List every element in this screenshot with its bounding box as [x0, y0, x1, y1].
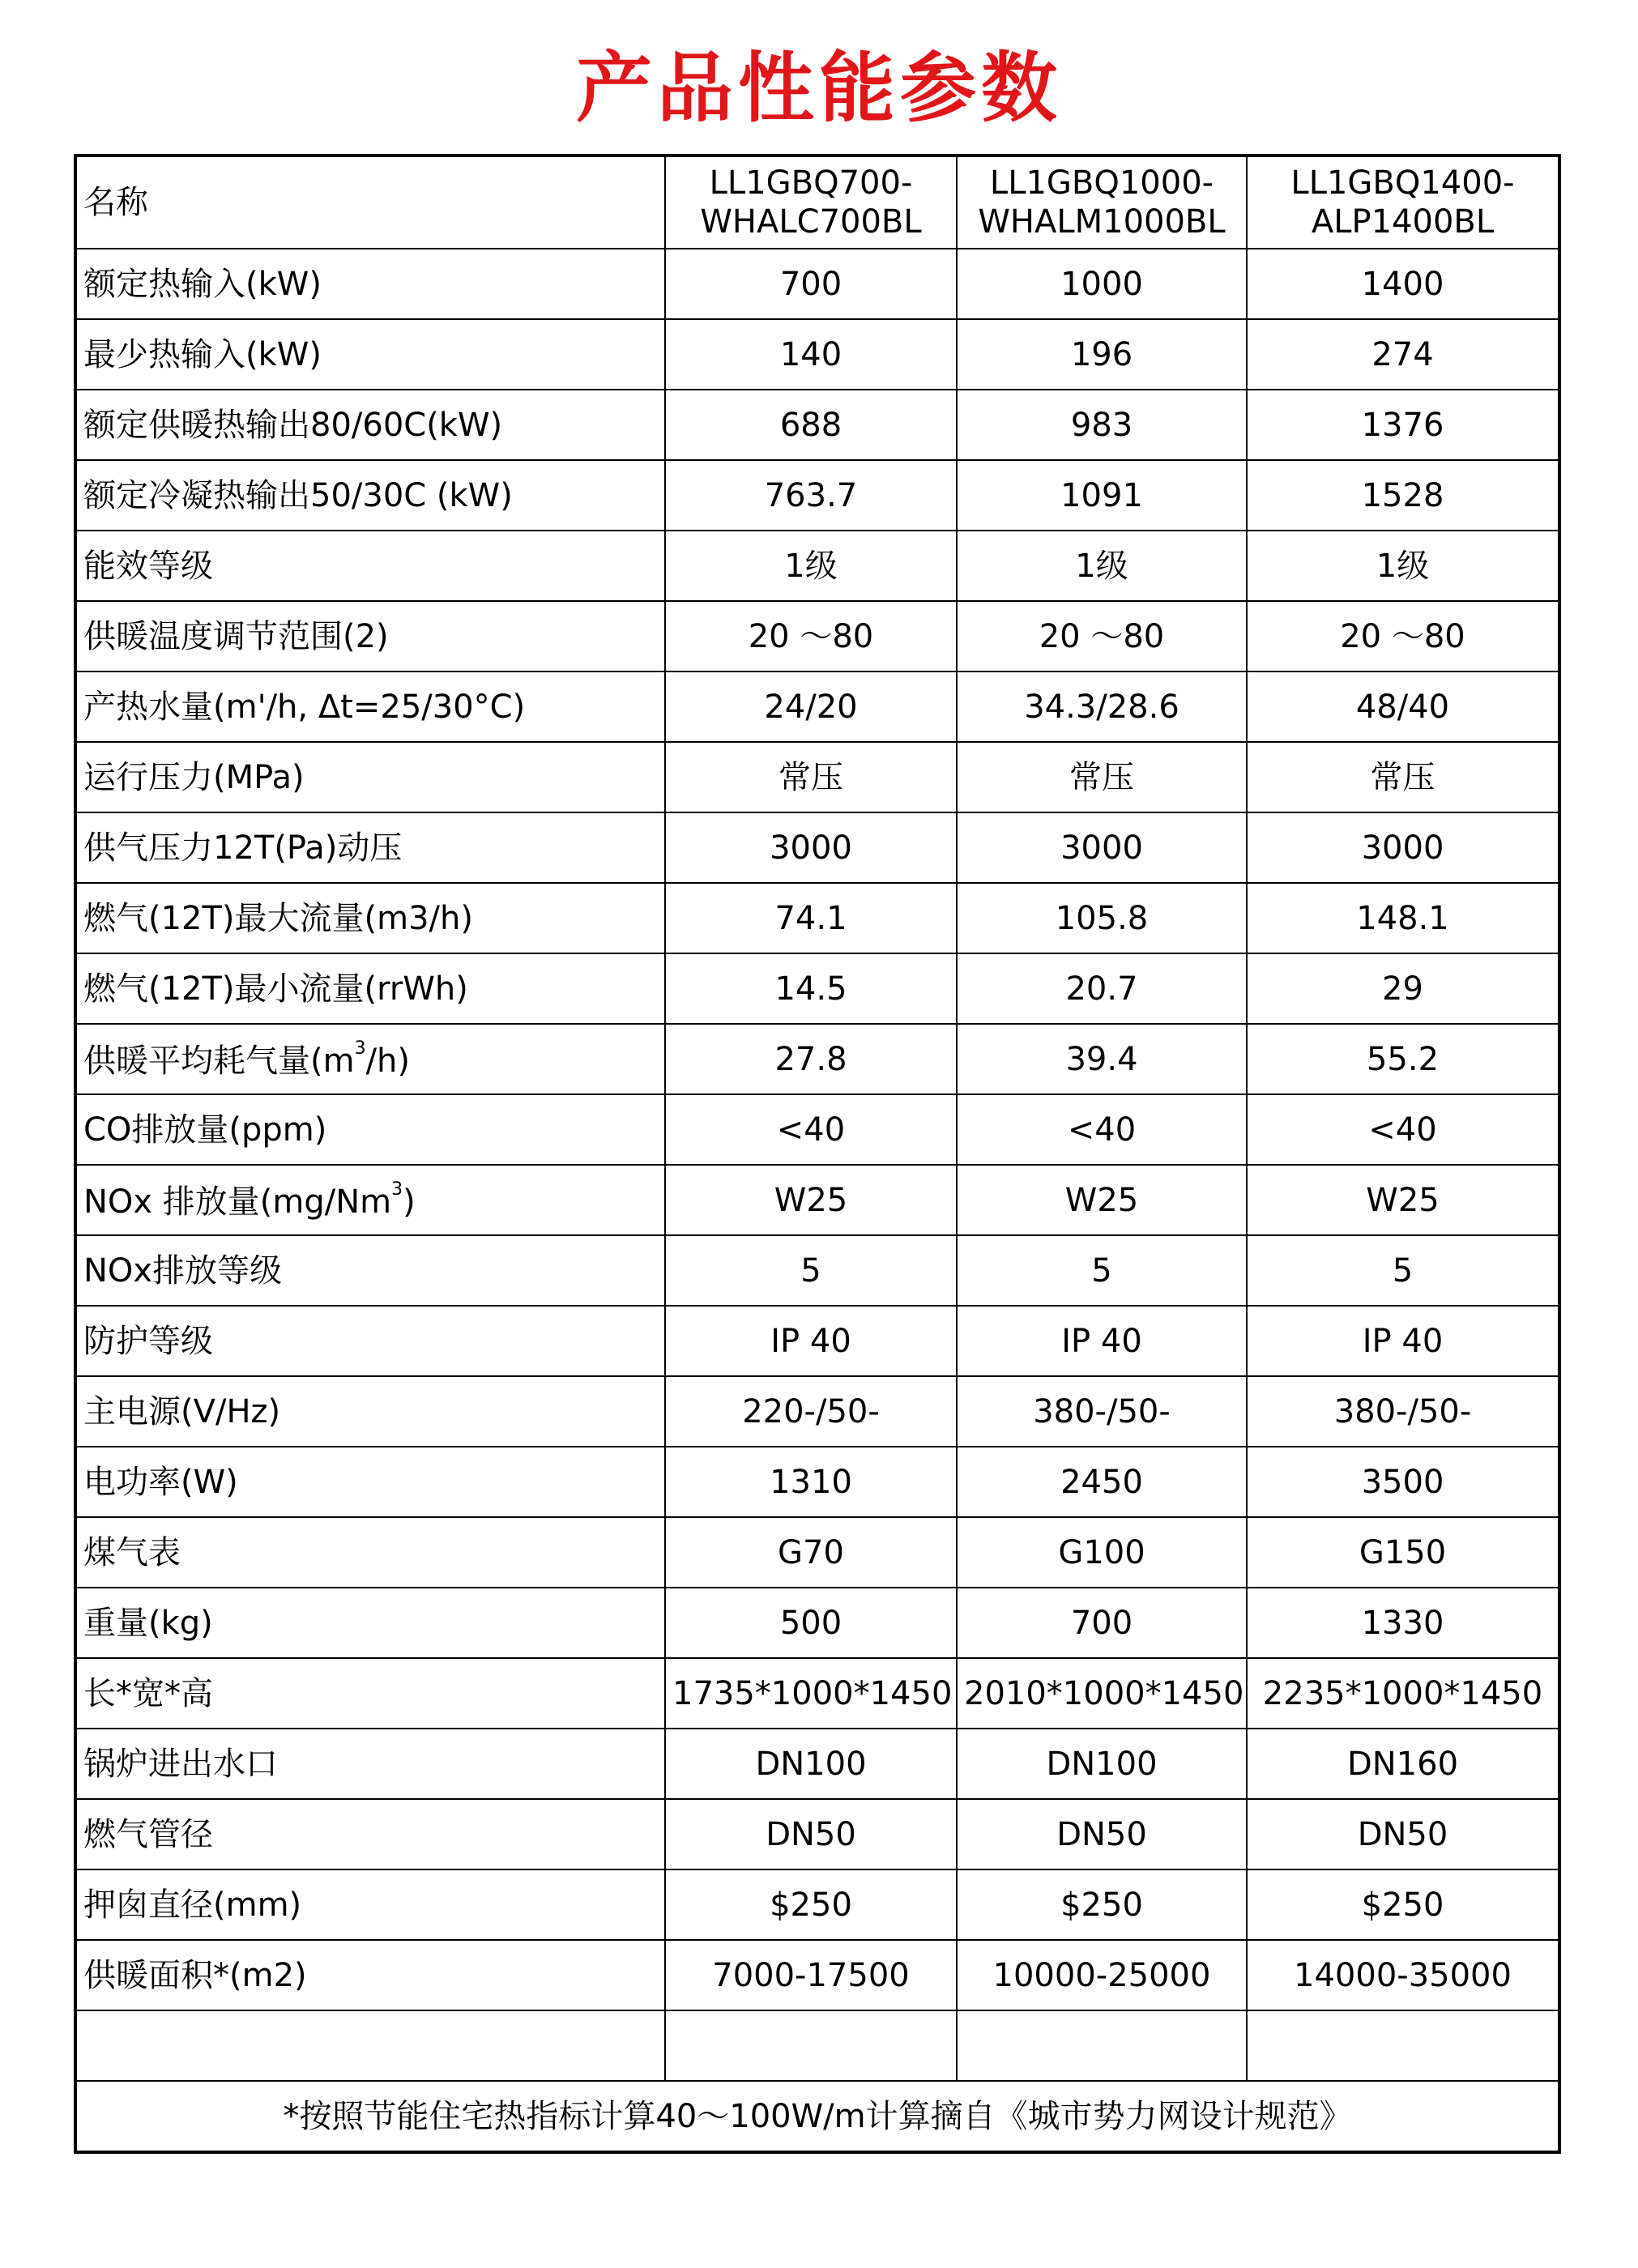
parameter-value: 20 〜80	[1039, 617, 1165, 655]
parameter-label-suffix: )	[403, 1183, 416, 1221]
parameter-value-cell	[665, 1024, 957, 1094]
parameter-value: 500	[779, 1604, 842, 1642]
parameter-value: IP 40	[1061, 1322, 1142, 1360]
parameter-value-cell	[957, 1094, 1247, 1165]
parameter-value-cell	[957, 1940, 1247, 2010]
table-row	[75, 1024, 1559, 1094]
parameter-value-cell	[957, 1235, 1247, 1306]
parameter-label: 供暖温度调节范围(2)	[83, 617, 389, 655]
parameter-value-cell	[665, 1869, 957, 1940]
parameter-value-cell	[1247, 1869, 1559, 1940]
parameter-value: 140	[779, 335, 842, 373]
parameter-value: 20 〜80	[1340, 617, 1465, 655]
parameter-value-cell	[1247, 249, 1559, 319]
table-row	[75, 742, 1559, 812]
parameter-value: DN100	[1046, 1745, 1158, 1783]
parameter-name-cell	[75, 1094, 665, 1165]
page-title: 产品性能参数	[575, 45, 1062, 133]
parameter-value: 34.3/28.6	[1024, 688, 1179, 726]
parameter-value-cell	[957, 1517, 1247, 1588]
parameter-value-cell	[1247, 1447, 1559, 1517]
parameter-value: 24/20	[764, 688, 858, 726]
parameter-label: 重量(kg)	[83, 1604, 213, 1642]
table-row	[75, 812, 1559, 883]
parameter-value-cell	[665, 319, 957, 390]
model-name-line2: WHALM1000BL	[978, 203, 1226, 241]
footnote-text: *按照节能住宅热指标计算40〜100W/m计算摘自《城市势力网设计规范》	[283, 2097, 1352, 2135]
parameter-name-cell	[75, 1235, 665, 1306]
parameter-value: <40	[776, 1111, 846, 1149]
parameter-value: 3500	[1361, 1463, 1444, 1501]
parameter-value: $250	[1361, 1886, 1444, 1924]
parameter-value: 380-/50-	[1333, 1392, 1472, 1430]
parameter-value: DN50	[1357, 1815, 1448, 1853]
parameter-value: $250	[1060, 1886, 1143, 1924]
parameter-value-cell	[665, 812, 957, 883]
parameter-value: 74.1	[774, 899, 847, 937]
model-name-line1: LL1GBQ700-	[709, 164, 913, 202]
parameter-value-cell	[957, 1165, 1247, 1235]
parameter-value: 1级	[1376, 547, 1430, 585]
parameter-label: CO排放量(ppm)	[83, 1111, 327, 1149]
parameter-name-cell	[75, 390, 665, 460]
parameter-value-cell	[957, 1799, 1247, 1869]
parameter-label: 能效等级	[83, 547, 213, 585]
parameter-value-cell	[957, 883, 1247, 953]
parameter-label: 额定供暖热输出80/60C(kW)	[83, 406, 503, 444]
parameter-value: 1528	[1361, 476, 1444, 514]
parameter-value: 1400	[1361, 265, 1444, 303]
parameter-name-cell	[75, 531, 665, 601]
parameter-value-cell	[665, 1517, 957, 1588]
parameter-label: 供气压力12T(Pa)动压	[83, 829, 403, 867]
blank-cell	[1247, 2010, 1559, 2081]
parameter-name-cell	[75, 601, 665, 671]
blank-cell	[665, 2010, 957, 2081]
parameter-name-cell	[75, 1799, 665, 1869]
parameter-value-cell	[957, 1447, 1247, 1517]
table-row	[75, 1658, 1559, 1729]
parameter-value-cell	[957, 812, 1247, 883]
parameter-value-cell	[1247, 671, 1559, 742]
spec-table	[74, 154, 1561, 2154]
parameter-value: 1000	[1060, 265, 1143, 303]
parameter-value-cell	[957, 1024, 1247, 1094]
parameter-value-cell	[665, 1447, 957, 1517]
parameter-value-cell	[665, 249, 957, 319]
parameter-value: 3000	[1060, 829, 1143, 867]
parameter-value-cell	[665, 1799, 957, 1869]
parameter-value: 700	[779, 265, 842, 303]
model-name-line2: WHALC700BL	[700, 203, 922, 241]
parameter-label: 电功率(W)	[83, 1463, 238, 1501]
parameter-value: 1735*1000*1450	[672, 1674, 953, 1712]
parameter-value: IP 40	[1362, 1322, 1444, 1360]
parameter-value: 688	[779, 406, 842, 444]
parameter-value: 380-/50-	[1033, 1392, 1171, 1430]
parameter-value: 20 〜80	[748, 617, 874, 655]
model-name-line1: LL1GBQ1400-	[1290, 164, 1515, 202]
parameter-value: 1376	[1361, 406, 1444, 444]
parameter-name-cell	[75, 671, 665, 742]
parameter-name-cell	[75, 742, 665, 812]
parameter-value-cell	[1247, 1588, 1559, 1658]
parameter-value: 20.7	[1065, 970, 1138, 1008]
parameter-value: 983	[1070, 406, 1133, 444]
parameter-label: 长*宽*高	[83, 1674, 213, 1712]
parameter-value: 3000	[770, 829, 852, 867]
parameter-label-superscript: 3	[354, 1038, 366, 1059]
parameter-value: 1级	[784, 547, 838, 585]
parameter-value: 1091	[1060, 476, 1143, 514]
parameter-value-cell	[665, 1165, 957, 1235]
parameter-label: 燃气管径	[83, 1815, 213, 1853]
parameter-value: G100	[1058, 1533, 1145, 1571]
parameter-value-cell	[665, 601, 957, 671]
table-row	[75, 1799, 1559, 1869]
parameter-value: 3000	[1361, 829, 1444, 867]
table-row	[75, 1729, 1559, 1799]
parameter-value: 常压	[778, 758, 843, 796]
parameter-value: <40	[1067, 1111, 1137, 1149]
parameter-value-cell	[1247, 883, 1559, 953]
header-row	[75, 156, 1559, 249]
parameter-value: $250	[770, 1886, 852, 1924]
parameter-value-cell	[957, 601, 1247, 671]
parameter-value-cell	[957, 1376, 1247, 1447]
parameter-label: 额定冷凝热输出50/30C (kW)	[83, 476, 513, 514]
parameter-value-cell	[957, 671, 1247, 742]
parameter-value: G70	[778, 1533, 844, 1571]
table-row	[75, 1447, 1559, 1517]
parameter-value-cell	[665, 1588, 957, 1658]
parameter-value-cell	[957, 460, 1247, 531]
parameter-value-cell	[1247, 1165, 1559, 1235]
parameter-name-cell	[75, 249, 665, 319]
parameter-value-cell	[665, 1094, 957, 1165]
parameter-label: 煤气表	[83, 1533, 181, 1571]
parameter-label: 产热水量(m'/h, Δt=25/30°C)	[83, 688, 526, 726]
footnote-row	[75, 2081, 1559, 2152]
table-row	[75, 319, 1559, 390]
parameter-name-cell	[75, 1517, 665, 1588]
parameter-value: 220-/50-	[742, 1392, 880, 1430]
parameter-label: 供暖平均耗气量(m	[83, 1042, 355, 1080]
parameter-value-cell	[1247, 1729, 1559, 1799]
parameter-value-cell	[957, 249, 1247, 319]
parameter-name-cell	[75, 1729, 665, 1799]
table-row	[75, 671, 1559, 742]
parameter-value-cell	[1247, 1940, 1559, 2010]
header-model-cell	[665, 156, 957, 249]
parameter-value: 196	[1070, 335, 1133, 373]
table-row	[75, 390, 1559, 460]
table-row	[75, 1869, 1559, 1940]
parameter-value-cell	[957, 1869, 1247, 1940]
parameter-value: 14000-35000	[1294, 1956, 1512, 1994]
parameter-value: 148.1	[1356, 899, 1449, 937]
parameter-value-cell	[957, 1729, 1247, 1799]
parameter-value-cell	[665, 1658, 957, 1729]
parameter-value: <40	[1368, 1111, 1437, 1149]
parameter-value-cell	[957, 1306, 1247, 1376]
parameter-value: DN50	[1056, 1815, 1147, 1853]
parameter-value: 常压	[1069, 758, 1134, 796]
parameter-value-cell	[1247, 953, 1559, 1024]
parameter-name-cell	[75, 1940, 665, 2010]
parameter-value-cell	[957, 319, 1247, 390]
parameter-value-cell	[957, 390, 1247, 460]
parameter-name-cell	[75, 1869, 665, 1940]
parameter-label-suffix: /h)	[365, 1042, 411, 1080]
parameter-value: 2450	[1060, 1463, 1143, 1501]
parameter-value: 2235*1000*1450	[1262, 1674, 1543, 1712]
parameter-value-cell	[665, 1306, 957, 1376]
parameter-value: W25	[1366, 1181, 1440, 1219]
table-row	[75, 1094, 1559, 1165]
parameter-value: 2010*1000*1450	[964, 1674, 1244, 1712]
parameter-value: W25	[774, 1181, 848, 1219]
parameter-value: 55.2	[1366, 1040, 1440, 1078]
parameter-value: 14.5	[774, 970, 847, 1008]
parameter-value-cell	[1247, 531, 1559, 601]
parameter-label: 防护等级	[83, 1322, 213, 1360]
header-model-cell	[1247, 156, 1559, 249]
model-name-line1: LL1GBQ1000-	[989, 164, 1214, 202]
parameter-value: 5	[1392, 1251, 1414, 1290]
table-row	[75, 249, 1559, 319]
parameter-name-cell	[75, 460, 665, 531]
parameter-value-cell	[1247, 1024, 1559, 1094]
parameter-value-cell	[665, 531, 957, 601]
parameter-label: 主电源(V/Hz)	[83, 1392, 281, 1430]
table-row	[75, 1940, 1559, 2010]
parameter-value-cell	[1247, 460, 1559, 531]
table-row	[75, 1517, 1559, 1588]
parameter-name-cell	[75, 1447, 665, 1517]
blank-cell	[75, 2010, 665, 2081]
parameter-value: 常压	[1370, 758, 1435, 796]
parameter-value-cell	[665, 1729, 957, 1799]
parameter-value-cell	[957, 742, 1247, 812]
model-name-line2: ALP1400BL	[1311, 203, 1495, 241]
parameter-value: 274	[1371, 335, 1434, 373]
parameter-value-cell	[1247, 1517, 1559, 1588]
table-row	[75, 1588, 1559, 1658]
parameter-name-cell	[75, 1376, 665, 1447]
parameter-value: 1310	[770, 1463, 852, 1501]
parameter-value-cell	[957, 1658, 1247, 1729]
parameter-label: 最少热输入(kW)	[83, 335, 322, 373]
parameter-value-cell	[957, 953, 1247, 1024]
parameter-label: 燃气(12T)最大流量(m3/h)	[83, 899, 473, 937]
parameter-value: 700	[1070, 1604, 1133, 1642]
parameter-value: G150	[1359, 1533, 1447, 1571]
table-row	[75, 460, 1559, 531]
parameter-value: 39.4	[1065, 1040, 1138, 1078]
parameter-value: 29	[1382, 970, 1423, 1008]
parameter-value-cell	[665, 742, 957, 812]
header-name-cell	[75, 156, 665, 249]
parameter-name-cell	[75, 1658, 665, 1729]
table-row	[75, 1235, 1559, 1306]
footnote-cell	[75, 2081, 1559, 2152]
parameter-value-cell	[1247, 1658, 1559, 1729]
parameter-label-superscript: 3	[391, 1179, 403, 1200]
parameter-value-cell	[665, 883, 957, 953]
parameter-name-cell	[75, 883, 665, 953]
parameter-label: 运行压力(MPa)	[83, 758, 305, 796]
parameter-value: 27.8	[774, 1040, 847, 1078]
parameter-value: 5	[800, 1251, 821, 1290]
parameter-label: NOx 排放量(mg/Nm	[83, 1183, 392, 1221]
parameter-value: 48/40	[1355, 688, 1450, 726]
table-row	[75, 1165, 1559, 1235]
parameter-value: 763.7	[764, 476, 858, 514]
table-row	[75, 953, 1559, 1024]
blank-row	[75, 2010, 1559, 2081]
parameter-value: DN160	[1346, 1745, 1459, 1783]
parameter-name-cell	[75, 953, 665, 1024]
parameter-label: 供暖面积*(m2)	[83, 1956, 307, 1994]
parameter-value: 10000-25000	[992, 1956, 1211, 1994]
parameter-value: 5	[1091, 1251, 1112, 1290]
parameter-name-cell	[75, 319, 665, 390]
parameter-value: 105.8	[1055, 899, 1149, 937]
header-name-label: 名称	[83, 184, 148, 221]
blank-cell	[957, 2010, 1247, 2081]
parameter-label: 燃气(12T)最小流量(rrWh)	[83, 970, 468, 1008]
parameter-value-cell	[665, 390, 957, 460]
parameter-value-cell	[1247, 1235, 1559, 1306]
parameter-value: W25	[1064, 1181, 1139, 1219]
table-row	[75, 531, 1559, 601]
parameter-label: NOx排放等级	[83, 1251, 283, 1290]
parameter-value-cell	[665, 1235, 957, 1306]
parameter-value: IP 40	[770, 1322, 851, 1360]
parameter-value-cell	[665, 460, 957, 531]
parameter-value-cell	[665, 671, 957, 742]
parameter-label: 押囱直径(mm)	[83, 1886, 302, 1924]
parameter-value-cell	[1247, 742, 1559, 812]
parameter-value: 1级	[1075, 547, 1128, 585]
parameter-value-cell	[1247, 390, 1559, 460]
table-row	[75, 1376, 1559, 1447]
parameter-name-cell	[75, 1588, 665, 1658]
header-model-cell	[957, 156, 1247, 249]
parameter-value: 1330	[1361, 1604, 1444, 1642]
parameter-value-cell	[957, 1588, 1247, 1658]
parameter-label: 额定热输入(kW)	[83, 265, 322, 303]
parameter-value-cell	[1247, 1376, 1559, 1447]
parameter-name-cell	[75, 1165, 665, 1235]
parameter-value-cell	[1247, 319, 1559, 390]
parameter-name-cell	[75, 1306, 665, 1376]
table-row	[75, 883, 1559, 953]
parameter-value-cell	[1247, 1094, 1559, 1165]
parameter-value-cell	[957, 531, 1247, 601]
parameter-value-cell	[665, 1940, 957, 2010]
parameter-value: 7000-17500	[712, 1956, 910, 1994]
parameter-value-cell	[1247, 601, 1559, 671]
parameter-value: DN50	[766, 1815, 856, 1853]
parameter-value: DN100	[755, 1745, 867, 1783]
table-row	[75, 601, 1559, 671]
parameter-label: 锅炉进出水口	[83, 1745, 278, 1783]
parameter-value-cell	[1247, 1799, 1559, 1869]
table-row	[75, 1306, 1559, 1376]
parameter-name-cell	[75, 812, 665, 883]
parameter-value-cell	[665, 1376, 957, 1447]
parameter-name-cell	[75, 1024, 665, 1094]
parameter-value-cell	[1247, 1306, 1559, 1376]
parameter-value-cell	[1247, 812, 1559, 883]
parameter-value-cell	[665, 953, 957, 1024]
